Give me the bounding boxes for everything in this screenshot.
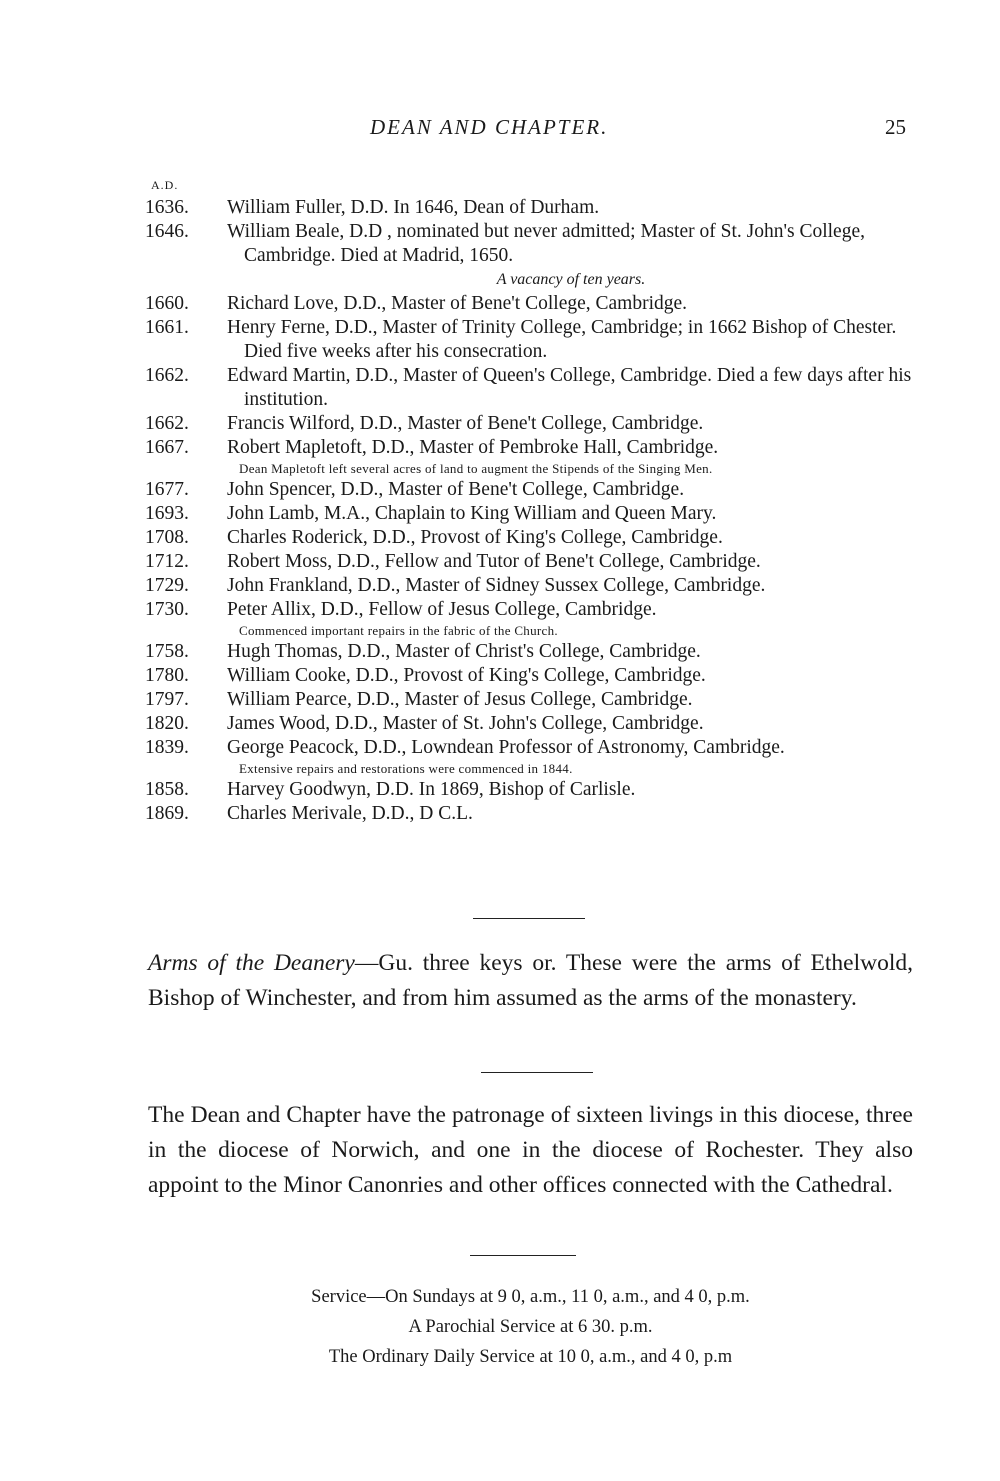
anno-domini-label: A.D. xyxy=(151,178,179,192)
entry-year: 1708. xyxy=(145,527,189,548)
dean-entry xyxy=(145,640,915,664)
dean-entry xyxy=(145,364,915,412)
entry-text: Charles Roderick, D.D., Provost of King's College, Cambridge. xyxy=(227,527,723,548)
vacancy-note: A vacancy of ten years. xyxy=(496,271,646,288)
dean-entry xyxy=(145,412,915,436)
entry-text: William Fuller, D.D. In 1646, Dean of Durham. xyxy=(227,197,600,218)
entry-year: 1797. xyxy=(145,689,189,710)
dean-entry xyxy=(145,712,915,736)
entry-text: William Pearce, D.D., Master of Jesus College, Cambridge. xyxy=(227,689,693,710)
entry-note: Dean Mapletoft left several acres of land to augment the Stipends of the Singing Men. xyxy=(239,461,713,476)
dean-entry xyxy=(145,292,915,316)
entry-year: 1662. xyxy=(145,365,189,386)
page-title: DEAN AND CHAPTER. xyxy=(370,115,609,139)
entry-text: George Peacock, D.D., Lowndean Professor of Astronomy, Cambridge. xyxy=(227,737,785,758)
entry-year: 1820. xyxy=(145,713,189,734)
dean-entry xyxy=(145,688,915,712)
entry-year: 1660. xyxy=(145,293,189,314)
dean-entry xyxy=(145,802,915,826)
entry-text: John Lamb, M.A., Chaplain to King William and Queen Mary. xyxy=(227,503,717,524)
dean-entry xyxy=(145,574,915,598)
dean-entry xyxy=(145,436,915,460)
service-line: The Ordinary Daily Service at 10 0, a.m., and 4 0, p.m xyxy=(328,1347,733,1367)
entry-year: 1661. xyxy=(145,317,189,338)
entry-year: 1730. xyxy=(145,599,189,620)
dean-entry xyxy=(145,736,915,760)
deans-list xyxy=(145,196,915,826)
service-line: A Parochial Service at 6 30. p.m. xyxy=(408,1317,653,1337)
entry-year: 1858. xyxy=(145,779,189,800)
section-divider xyxy=(470,1255,576,1256)
entry-text: Henry Ferne, D.D., Master of Trinity College, Cambridge; in 1662 Bishop of Chester. Died five weeks after his consecration. xyxy=(227,317,897,362)
running-head xyxy=(0,115,1000,149)
entry-note: Extensive repairs and restorations were commenced in 1844. xyxy=(239,761,573,776)
section-divider xyxy=(473,918,585,919)
page-number: 25 xyxy=(885,115,906,139)
dean-entry xyxy=(145,478,915,502)
dean-entry xyxy=(145,220,915,268)
entry-year: 1758. xyxy=(145,641,189,662)
entry-text: James Wood, D.D., Master of St. John's College, Cambridge. xyxy=(227,713,704,734)
entry-text: Robert Mapletoft, D.D., Master of Pembroke Hall, Cambridge. xyxy=(227,437,719,458)
entry-year: 1839. xyxy=(145,737,189,758)
entry-year: 1677. xyxy=(145,479,189,500)
dean-entry xyxy=(145,664,915,688)
section-divider xyxy=(481,1072,593,1073)
dean-entry xyxy=(145,502,915,526)
entry-year: 1729. xyxy=(145,575,189,596)
entry-text: Richard Love, D.D., Master of Bene't College, Cambridge. xyxy=(227,293,688,314)
entry-text: Charles Merivale, D.D., D C.L. xyxy=(227,803,473,824)
entry-year: 1646. xyxy=(145,221,189,242)
service-line: Service—On Sundays at 9 0, a.m., 11 0, a.m., and 4 0, p.m. xyxy=(311,1287,750,1307)
patronage-paragraph: The Dean and Chapter have the patronage of sixteen livings in this diocese, three in the diocese of Norwich, and one in the diocese of Rochester. They also appoint to the Minor Canonries and other offices connected with the Cathedral. xyxy=(148,1102,913,1198)
dean-entry xyxy=(145,526,915,550)
arms-text: —Gu. three keys or. These were the arms of Ethelwold, Bishop of Winchester, and from him assumed as the arms of the monastery. xyxy=(148,950,913,1011)
dean-entry xyxy=(145,598,915,622)
entry-text: Hugh Thomas, D.D., Master of Christ's College, Cambridge. xyxy=(227,641,701,662)
dean-entry xyxy=(145,778,915,802)
arms-title: Arms of the Deanery xyxy=(148,950,355,976)
dean-entry xyxy=(145,316,915,364)
entry-year: 1662. xyxy=(145,413,189,434)
entry-text: Robert Moss, D.D., Fellow and Tutor of Bene't College, Cambridge. xyxy=(227,551,761,572)
service-times xyxy=(148,1282,913,1372)
dean-entry xyxy=(145,196,915,220)
entry-year: 1712. xyxy=(145,551,189,572)
dean-entry xyxy=(145,550,915,574)
entry-text: Harvey Goodwyn, D.D. In 1869, Bishop of Carlisle. xyxy=(227,779,636,800)
entry-year: 1636. xyxy=(145,197,189,218)
entry-text: Edward Martin, D.D., Master of Queen's College, Cambridge. Died a few days after his institution. xyxy=(227,365,912,410)
entry-year: 1693. xyxy=(145,503,189,524)
entry-year: 1667. xyxy=(145,437,189,458)
entry-note: Commenced important repairs in the fabric of the Church. xyxy=(239,623,558,638)
entry-text: Peter Allix, D.D., Fellow of Jesus College, Cambridge. xyxy=(227,599,657,620)
entry-text: William Cooke, D.D., Provost of King's College, Cambridge. xyxy=(227,665,706,686)
arms-paragraph xyxy=(148,946,913,1016)
entry-text: John Frankland, D.D., Master of Sidney Sussex College, Cambridge. xyxy=(227,575,766,596)
entry-text: Francis Wilford, D.D., Master of Bene't College, Cambridge. xyxy=(227,413,704,434)
entry-text: John Spencer, D.D., Master of Bene't College, Cambridge. xyxy=(227,479,685,500)
entry-year: 1869. xyxy=(145,803,189,824)
entry-text: William Beale, D.D , nominated but never admitted; Master of St. John's College, Cambridge. Died at Madrid, 1650. xyxy=(227,221,865,266)
entry-year: 1780. xyxy=(145,665,189,686)
